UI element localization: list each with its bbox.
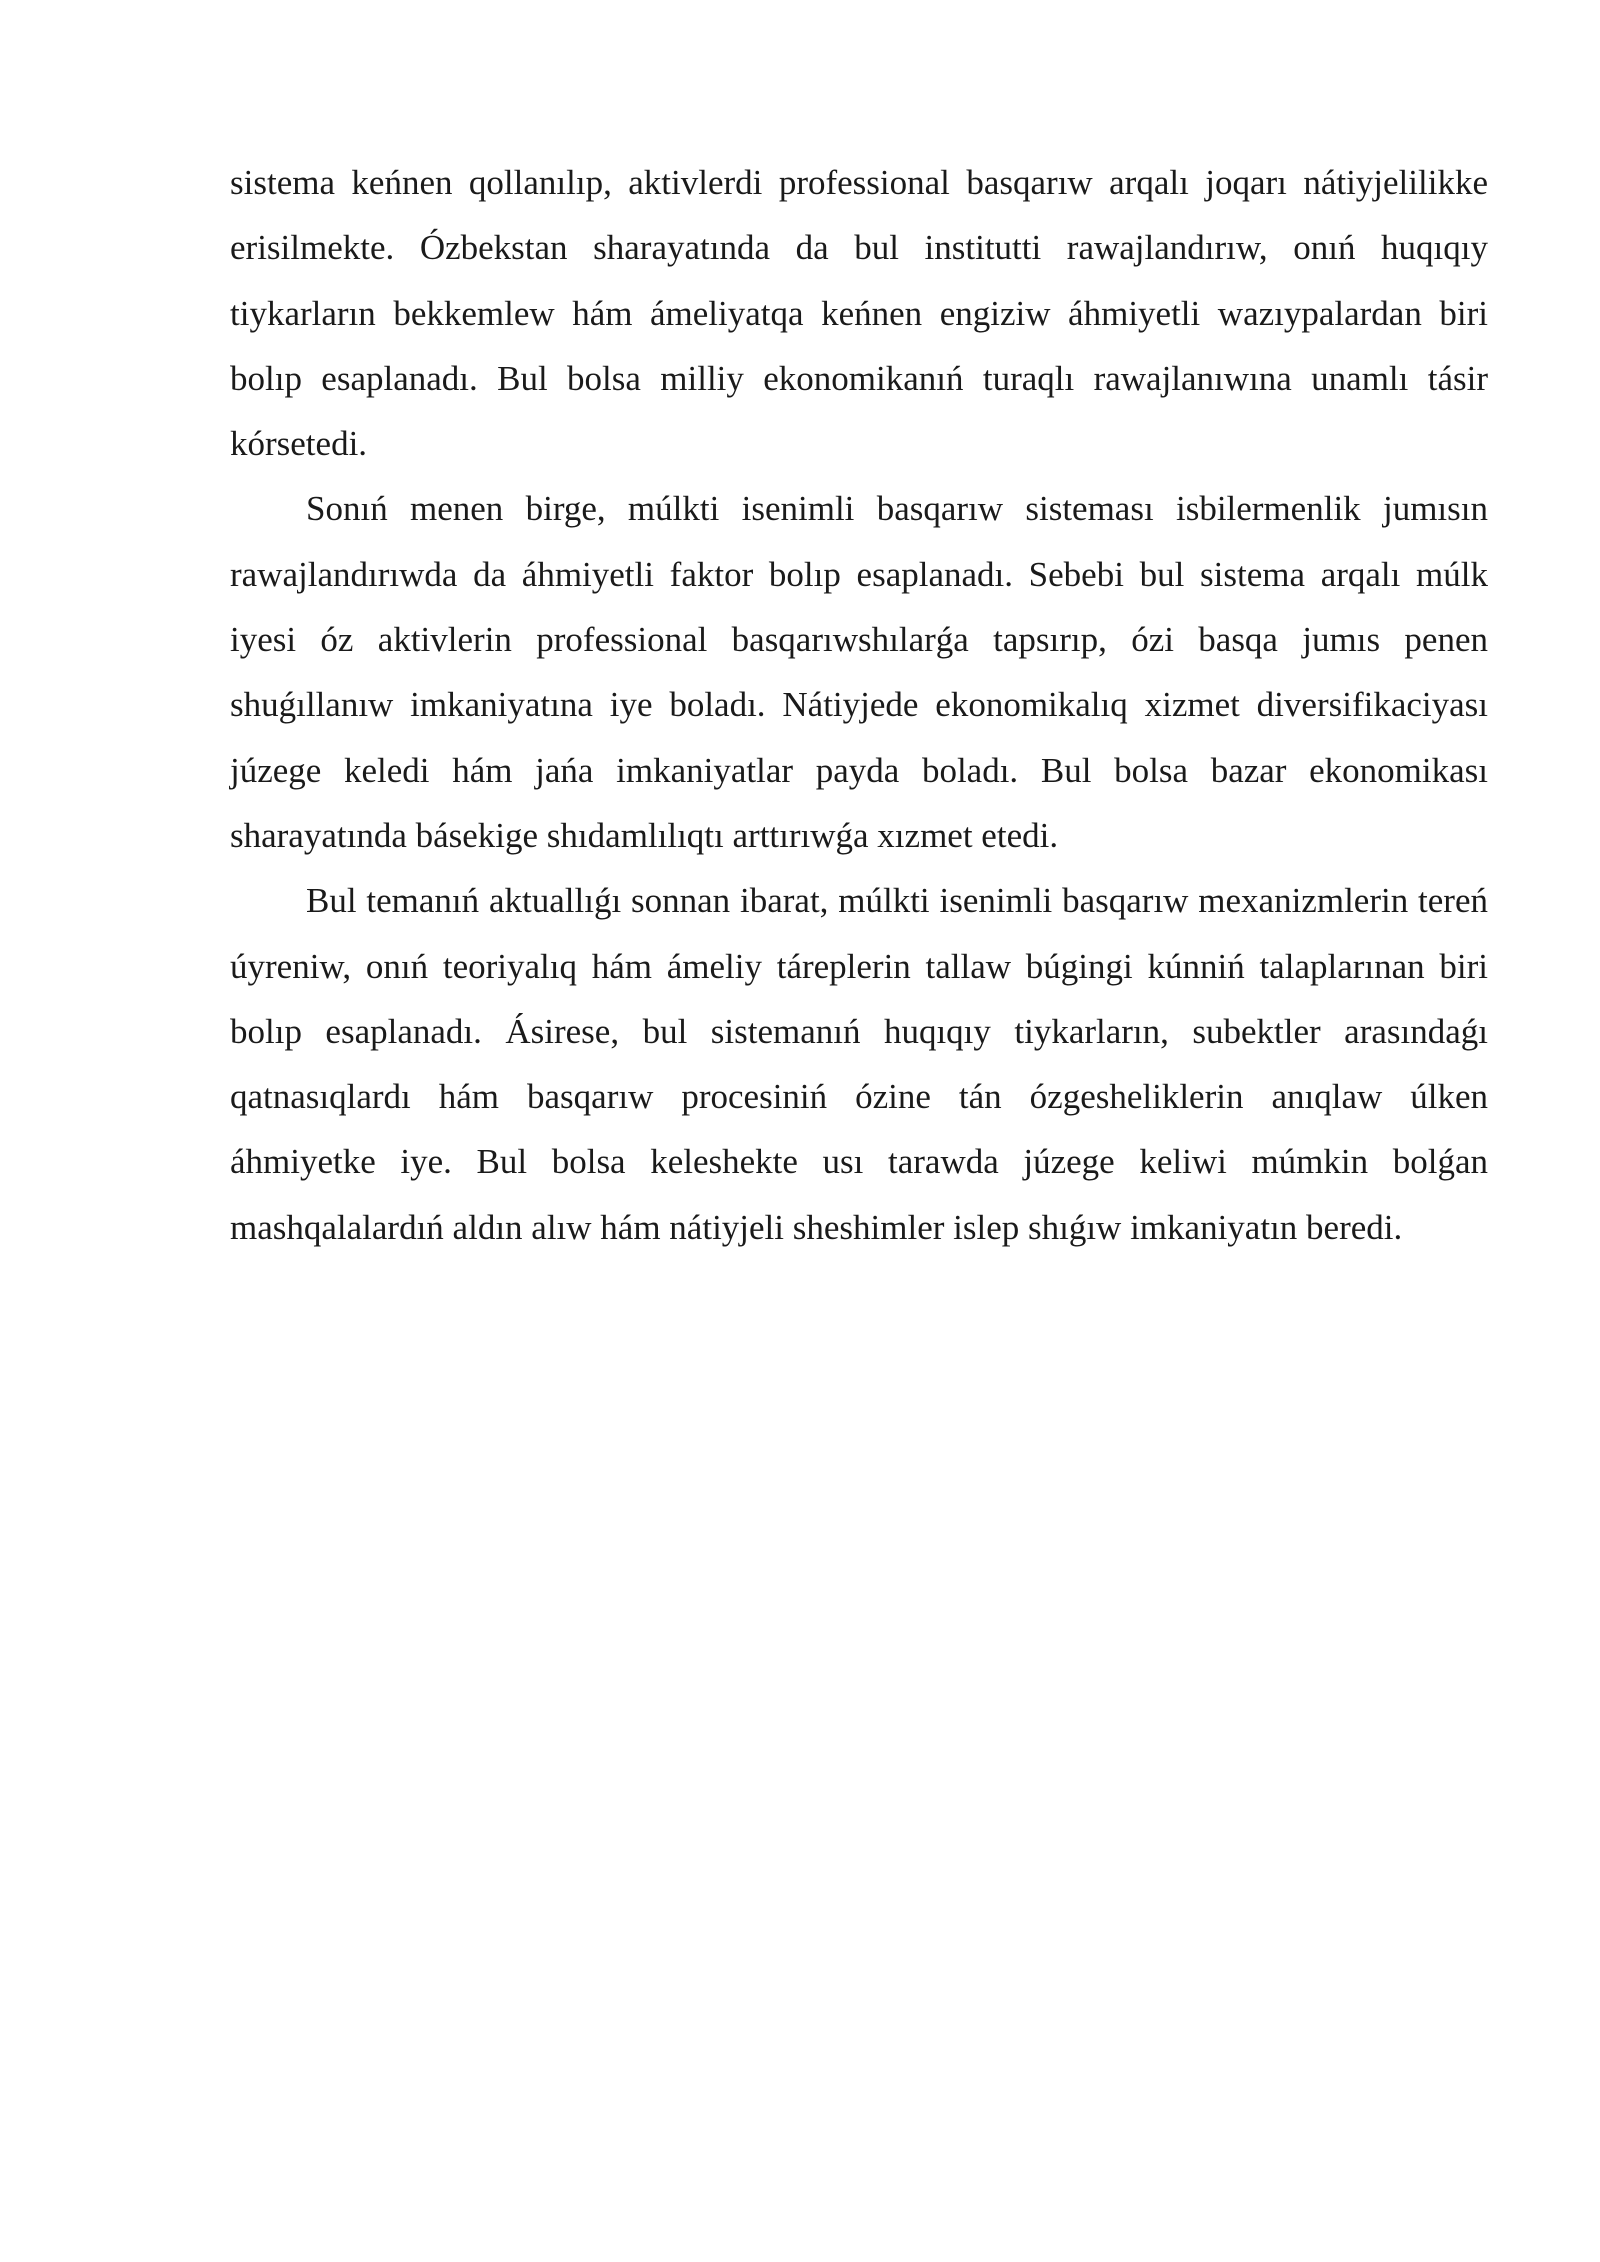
paragraph-1: sistema keńnen qollanılıp, aktivlerdi professional basqarıw arqalı joqarı nátiyjelilikke erisilmekte. Ózbekstan sharayatında da bul institutti rawajlandırıw, onıń huqıqıy tiykarların bekkemlew hám ámeliyatqa keńnen engiziw áhmiyetli wazıypalardan biri bolıp esaplanadı. Bul bolsa milliy ekonomikanıń turaqlı rawajlanıwına unamlı tásir kórsetedi.	[230, 163, 1488, 464]
body-text	[230, 150, 1488, 1260]
paragraph-3: Bul temanıń aktuallıǵı sonnan ibarat, múlkti isenimli basqarıw mexanizmlerin tereń úyreniw, onıń teoriyalıq hám ámeliy táreplerin tallaw búgingi kúnniń talaplarınan biri bolıp esaplanadı. Ásirese, bul sistemanıń huqıqıy tiykarların, subektler arasındaǵı qatnasıqlardı hám basqarıw procesiniń ózine tán ózgesheliklerin anıqlaw úlken áhmiyetke iye. Bul bolsa keleshekte usı tarawda júzege keliwi múmkin bolǵan mashqalalardıń aldın alıw hám nátiyjeli sheshimler islep shıǵıw imkaniyatın beredi.	[230, 881, 1488, 1247]
paragraph-2: Sonıń menen birge, múlkti isenimli basqarıw sisteması isbilermenlik jumısın rawajlandırıwda da áhmiyetli faktor bolıp esaplanadı. Sebebi bul sistema arqalı múlk iyesi óz aktivlerin professional basqarıwshılarǵa tapsırıp, ózi basqa jumıs penen shuǵıllanıw imkaniyatına iye boladı. Nátiyjede ekonomikalıq xizmet diversifikaciyası júzege keledi hám jańa imkaniyatlar payda boladı. Bul bolsa bazar ekonomikası sharayatında básekige shıdamlılıqtı arttırıwǵa xızmet etedi.	[230, 489, 1488, 855]
